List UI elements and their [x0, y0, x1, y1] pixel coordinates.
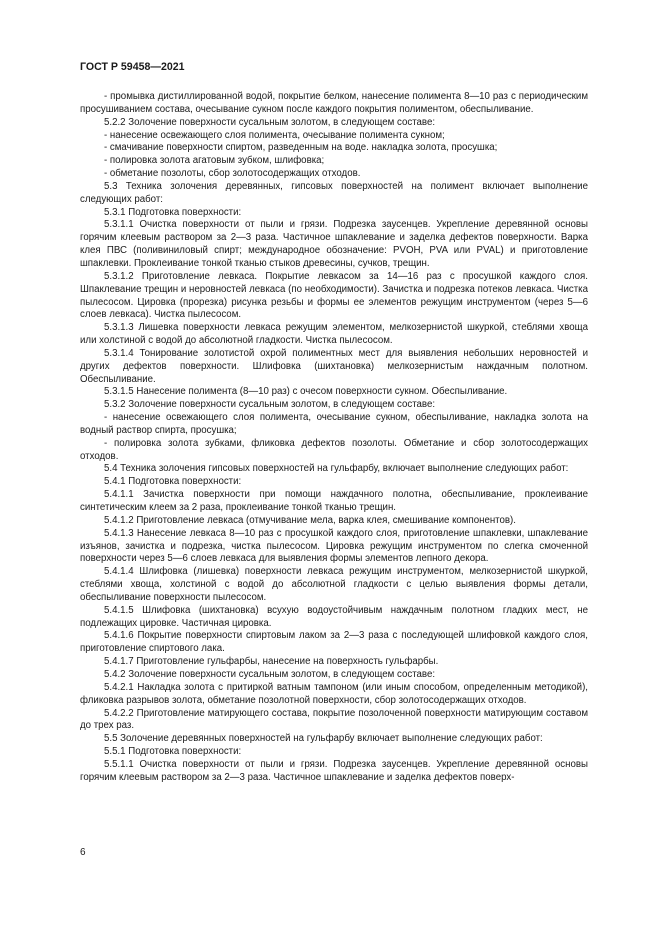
paragraph: - промывка дистиллированной водой, покрытие белком, нанесение полимента 8—10 раз с периодическим просушиванием состава, очесывание сукном после каждого покрытия полиментом, обеспыливание.	[80, 91, 588, 115]
page-number: 6	[80, 847, 86, 858]
document-body	[80, 91, 588, 785]
paragraph: 5.3.1.3 Лишевка поверхности левкаса режущим элементом, мелкозернистой шкуркой, стеблями хвоща или холстиной с водой до абсолютной гладкости. Чистка пылесосом.	[80, 322, 588, 347]
paragraph: 5.4.2.1 Накладка золота с притиркой ватным тампоном (или иным способом, определенным методикой), фликовка разрывов золота, обметание позолотной поверхности, сбор золотосодержащих отходов.	[80, 681, 588, 706]
paragraph: 5.4.1.2 Приготовление левкаса (отмучивание мела, варка клея, смешивание компонентов).	[104, 514, 516, 526]
paragraph: - полировка золота зубками, фликовка дефектов позолоты. Обметание и сбор золотосодержащих отходов.	[80, 437, 588, 462]
paragraph: 5.3.2 Золочение поверхности сусальным золотом, в следующем составе:	[104, 399, 436, 411]
paragraph: 5.3.1.4 Тонирование золотистой охрой полиментных мест для выявления небольших неровностей и других дефектов поверхности. Шлифовка (шихтановка) мелкозернистым наждачным полотном. Обеспыливание.	[80, 347, 588, 385]
paragraph: 5.2.2 Золочение поверхности сусальным золотом, в следующем составе:	[104, 116, 436, 128]
paragraph: 5.4.1.5 Шлифовка (шихтановка) всухую водоустойчивым наждачным полотном гладких мест, не подлежащих цировке. Частичная цировка.	[80, 604, 588, 629]
paragraph: 5.5.1 Подготовка поверхности:	[104, 746, 242, 758]
paragraph: - смачивание поверхности спиртом, разведенным на воде. накладка золота, просушка;	[104, 142, 498, 154]
paragraph: - нанесение освежающего слоя полимента, очесывание полимента сукном;	[104, 129, 445, 141]
paragraph: 5.3 Техника золочения деревянных, гипсовых поверхностей на полимент включает выполнение следующих работ:	[80, 180, 588, 205]
paragraph: - полировка золота агатовым зубком, шлифовка;	[104, 155, 325, 167]
paragraph: 5.5.1.1 Очистка поверхности от пыли и грязи. Подрезка заусенцев. Укрепление деревянной основы горячим клеевым раствором за 2—3 раза. Частичное шпаклевание и заделка дефектов поверх-	[80, 758, 588, 783]
paragraph: 5.3.1.1 Очистка поверхности от пыли и грязи. Подрезка заусенцев. Укрепление деревянной основы горячим клеевым раствором за 2—3 раза. Частичное шпаклевание и заделка дефектов поверхности. Варка клея ПВС (поливиниловый спирт; международное обозначение: PVOH, PVA или PVAL) и приготовление шпаклевки. Проклеивание тонкой тканью стыков древесины, сучков, трещин.	[80, 219, 588, 269]
paragraph: 5.4.1.3 Нанесение левкаса 8—10 раз с просушкой каждого слоя, приготовление шпаклевки, шпаклевание изъянов, зачистка и подрезка, чистка пылесосом. Цировка режущим инструментом по слегка смоченной поверхности через 5—6 слоев левкаса для выявления формы элементов лепного декора.	[80, 527, 588, 565]
paragraph: 5.4.1.7 Приготовление гульфарбы, нанесение на поверхность гульфарбы.	[104, 656, 439, 668]
paragraph: 5.4.1.1 Зачистка поверхности при помощи наждачного полотна, обеспыливание, проклеивание синтетическим клеем за 2 раза, проклеивание тонкой тканью трещин.	[80, 489, 588, 513]
paragraph: 5.3.1 Подготовка поверхности:	[104, 206, 242, 218]
paragraph: - обметание позолоты, сбор золотосодержащих отходов.	[104, 168, 361, 180]
paragraph: 5.4 Техника золочения гипсовых поверхностей на гульфарбу, включает выполнение следующих работ:	[104, 463, 569, 475]
paragraph: 5.4.2.2 Приготовление матирующего состава, покрытие позолоченной поверхности матирующим составом до трех раз.	[80, 707, 588, 732]
paragraph: 5.3.1.5 Нанесение полимента (8—10 раз) с очесом поверхности сукном. Обеспыливание.	[104, 386, 508, 398]
paragraph: 5.4.1 Подготовка поверхности:	[104, 476, 242, 488]
paragraph: 5.4.1.6 Покрытие поверхности спиртовым лаком за 2—3 раза с последующей шлифовкой каждого слоя, приготовление спиртового лака.	[80, 630, 588, 655]
paragraph: - нанесение освежающего слоя полимента, очесывание сукном, обеспыливание, накладка золота на водный раствор спирта, просушка;	[80, 412, 588, 436]
paragraph: 5.3.1.2 Приготовление левкаса. Покрытие левкасом за 14—16 раз с просушкой каждого слоя. Шпаклевание трещин и неровностей левкаса (по необходимости). Зачистка и подрезка потеков левкаса. Чистка пылесосом. Цировка (прорезка) рисунка резьбы и формы ее элементов режущим инструментом (через 5—6 слоев левкаса). Чистка пылесосом.	[80, 270, 588, 321]
paragraph: 5.4.1.4 Шлифовка (лишевка) поверхности левкаса режущим инструментом, мелкозернистой шкуркой, стеблями хвоща, холстиной с водой до абсолютной гладкости с целью выявления формы детали, обеспыливание поверхности пылесосом.	[80, 566, 588, 603]
document-header: ГОСТ Р 59458—2021	[80, 61, 185, 73]
paragraph: 5.4.2 Золочение поверхности сусальным золотом, в следующем составе:	[104, 668, 436, 680]
paragraph: 5.5 Золочение деревянных поверхностей на гульфарбу включает выполнение следующих работ:	[104, 733, 543, 745]
